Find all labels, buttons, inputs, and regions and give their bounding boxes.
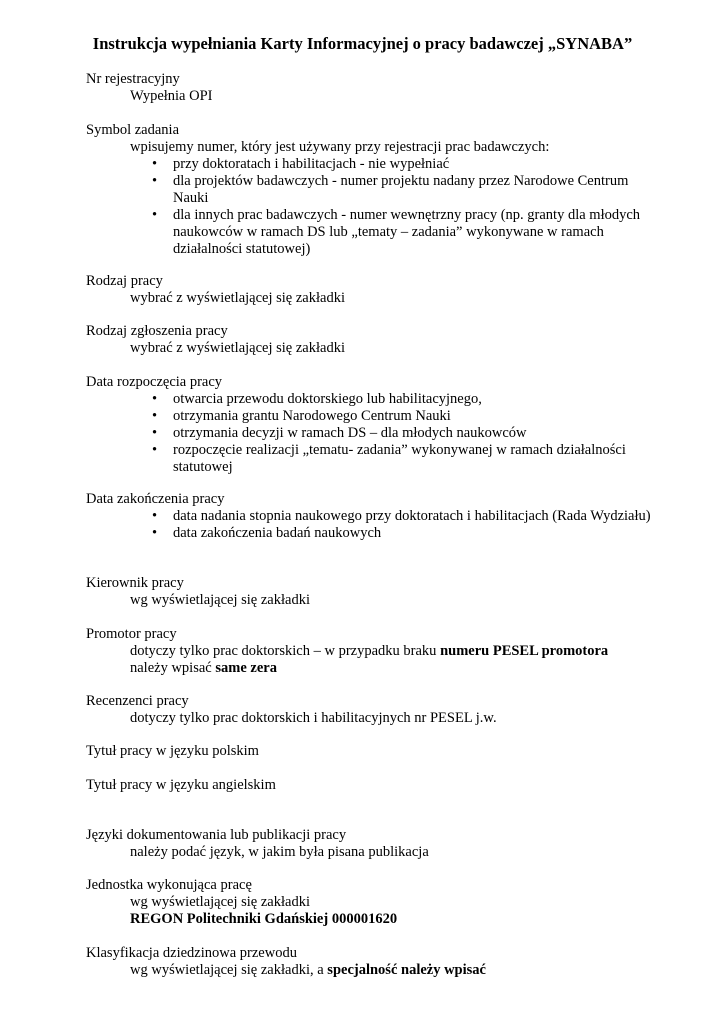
- text-run: wg wyświetlającej się zakładki, a: [130, 962, 328, 978]
- emphasis-zeros: same zera: [215, 660, 277, 676]
- section-label: Data zakończenia pracy: [86, 491, 225, 507]
- section-text: wg wyświetlającej się zakładki: [130, 894, 310, 910]
- section-label: Jednostka wykonująca pracę: [86, 877, 252, 893]
- list-item: • przy doktoratach i habilitacjach - nie wypełniać: [173, 156, 666, 173]
- section-text: [86, 660, 666, 677]
- list-item: • dla innych prac badawczych - numer wewnętrzny pracy (np. granty dla młodych naukowców w ramach DS lub „tematy – zadania” wykonywane w ramach działalności statutowej): [173, 207, 666, 258]
- list-item: • otrzymania grantu Narodowego Centrum Nauki: [173, 408, 666, 425]
- list-item: • otrzymania decyzji w ramach DS – dla młodych naukowców: [173, 425, 666, 442]
- list-item: • otwarcia przewodu doktorskiego lub habilitacyjnego,: [173, 391, 666, 408]
- section-label: Symbol zadania: [86, 122, 180, 138]
- list-item: • data nadania stopnia naukowego przy doktoratach i habilitacjach (Rada Wydziału): [173, 508, 666, 525]
- section-tytul-pl: [86, 743, 666, 760]
- section-label: Nr rejestracyjny: [86, 71, 180, 87]
- section-recenzenci: [86, 693, 666, 727]
- section-text: wg wyświetlającej się zakładki: [130, 592, 310, 608]
- section-kierownik: [86, 575, 666, 609]
- bullet-list: [86, 391, 666, 476]
- section-rodzaj-pracy: [86, 273, 666, 307]
- text-run: dotyczy tylko prac doktorskich – w przypadku braku: [130, 643, 441, 659]
- emphasis-specjalnosc: specjalność należy wpisać: [327, 962, 486, 978]
- section-data-rozpoczecia: [86, 374, 666, 476]
- section-text: Wypełnia OPI: [130, 88, 213, 104]
- section-text: [86, 643, 666, 660]
- section-text: wybrać z wyświetlającej się zakładki: [130, 290, 345, 306]
- section-label: Rodzaj pracy: [86, 273, 163, 289]
- section-label: Klasyfikacja dziedzinowa przewodu: [86, 945, 297, 961]
- section-rodzaj-zgloszenia: [86, 323, 666, 357]
- list-item: • dla projektów badawczych - numer projektu nadany przez Narodowe Centrum Nauki: [173, 173, 666, 207]
- section-label: Promotor pracy: [86, 626, 177, 642]
- section-text: wybrać z wyświetlającej się zakładki: [130, 340, 345, 356]
- section-promotor: [86, 626, 666, 677]
- section-label: Języki dokumentowania lub publikacji pracy: [86, 827, 347, 843]
- list-item: • data zakończenia badań naukowych: [173, 525, 666, 542]
- section-text: należy podać język, w jakim była pisana publikacja: [130, 844, 429, 860]
- section-label: Rodzaj zgłoszenia pracy: [86, 323, 228, 339]
- section-symbol-zadania: [86, 122, 666, 258]
- emphasis-regon: REGON Politechniki Gdańskiej 000001620: [130, 911, 398, 927]
- text-run: należy wpisać: [130, 660, 216, 676]
- section-label: Kierownik pracy: [86, 575, 184, 591]
- section-label: Tytuł pracy w języku polskim: [86, 743, 259, 759]
- section-jednostka: [86, 877, 666, 928]
- section-label: Data rozpoczęcia pracy: [86, 374, 223, 390]
- section-jezyki: [86, 827, 666, 861]
- list-item: • rozpoczęcie realizacji „tematu- zadania” wykonywanej w ramach działalności statutowej: [173, 442, 666, 476]
- section-tytul-en: [86, 777, 666, 794]
- section-text: [86, 911, 666, 928]
- bullet-list: [86, 156, 666, 258]
- section-nr-rejestracyjny: [86, 71, 666, 105]
- section-label: Recenzenci pracy: [86, 693, 189, 709]
- section-text: dotyczy tylko prac doktorskich i habilitacyjnych nr PESEL j.w.: [130, 710, 497, 726]
- section-text: [86, 962, 666, 979]
- section-text: wpisujemy numer, który jest używany przy rejestracji prac badawczych:: [130, 139, 550, 155]
- emphasis-pesel: numeru PESEL promotora: [440, 643, 609, 659]
- section-klasyfikacja: [86, 945, 666, 979]
- section-label: Tytuł pracy w języku angielskim: [86, 777, 276, 793]
- section-data-zakonczenia: [86, 491, 666, 542]
- bullet-list: [86, 508, 666, 542]
- page-title: Instrukcja wypełniania Karty Informacyjnej o pracy badawczej „SYNABA”: [92, 34, 633, 53]
